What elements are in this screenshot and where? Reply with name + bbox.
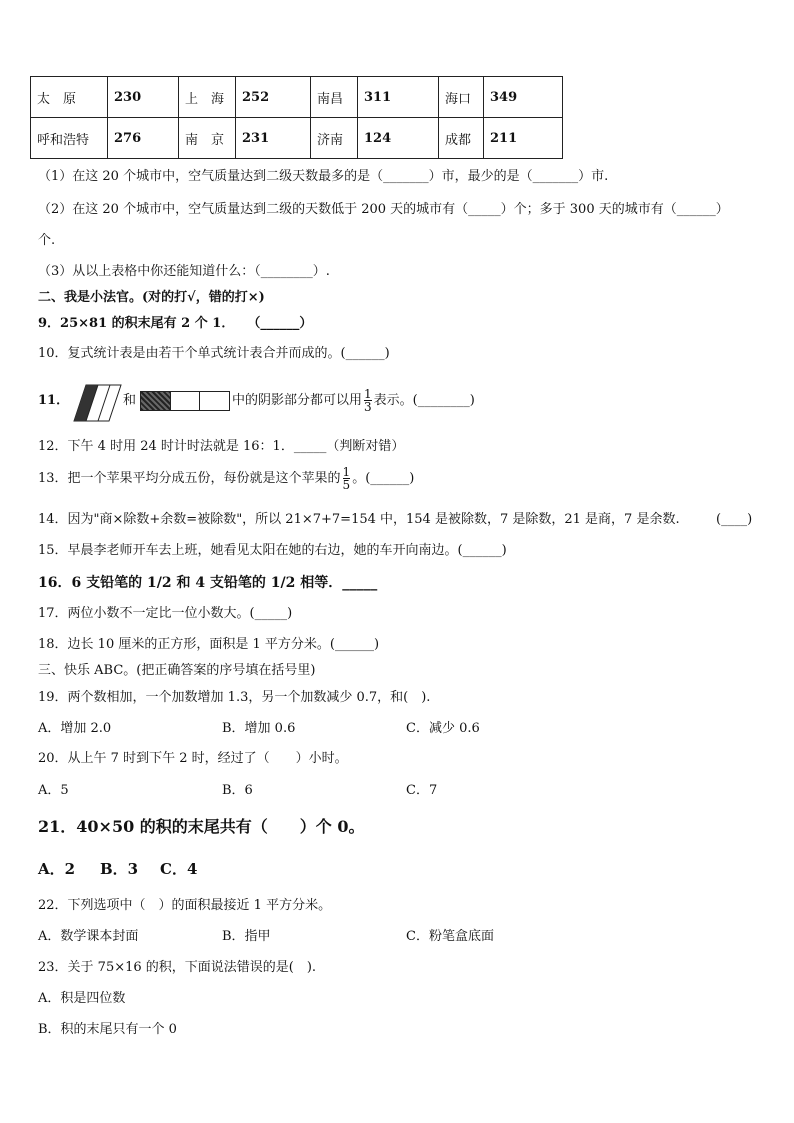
value-cell: 211 [484, 118, 563, 159]
problem-11-text [232, 388, 475, 413]
value-cell: 124 [358, 118, 439, 159]
problem-9: 9．25×81 的积末尾有 2 个 1． （______） [38, 316, 313, 331]
problem-20: 20．从上午 7 时到下午 2 时，经过了（ ）小时。 [38, 751, 348, 766]
air-quality-table [30, 76, 563, 159]
section-2-heading: 二、我是小法官。(对的打√，错的打×) [38, 290, 265, 305]
problem-22: 22．下列选项中（ ）的面积最接近 1 平方分米。 [38, 898, 332, 913]
problem-11-mid: 中的阴影部分都可以用 [232, 393, 363, 408]
question-3: （3）从以上表格中你还能知道什么：（________）. [38, 264, 330, 279]
blank-part [171, 392, 201, 410]
problem-10: 10．复式统计表是由若干个单式统计表合并而成的。(______) [38, 346, 390, 361]
city-cell: 南 京 [179, 118, 236, 159]
option-c: C．7 [406, 783, 438, 798]
problem-13-end: 。(______) [352, 471, 415, 486]
city-cell: 海口 [439, 77, 484, 118]
shaded-part [141, 392, 171, 410]
city-cell: 上 海 [179, 77, 236, 118]
problem-13-text: 13．把一个苹果平均分成五份，每份就是这个苹果的 [38, 471, 341, 486]
problem-13 [38, 466, 414, 491]
value-cell: 231 [236, 118, 311, 159]
problem-23: 23．关于 75×16 的积，下面说法错误的是( ). [38, 960, 317, 975]
option-a: A．数学课本封面 [38, 929, 139, 944]
option-c: C．减少 0.6 [406, 721, 480, 736]
problem-11-and: 和 [123, 393, 137, 408]
problem-12: 12．下午 4 时用 24 时计时法就是 16：1．_____（判断对错） [38, 439, 405, 454]
option-c: C．4 [160, 860, 198, 878]
city-cell: 南昌 [311, 77, 358, 118]
option-b: B．积的末尾只有一个 0 [38, 1022, 177, 1037]
value-cell: 252 [236, 77, 311, 118]
problem-11-end: 表示。(________) [373, 393, 475, 408]
problem-14: 14．因为"商×除数+余数=被除数"，所以 21×7+7=154 中，154 是被除数，7 是除数，21 是商，7 是余数. [38, 512, 680, 527]
option-a: A．5 [38, 783, 69, 798]
option-a: A．积是四位数 [38, 991, 126, 1006]
value-cell: 230 [108, 77, 179, 118]
question-2-continued: 个. [38, 233, 56, 248]
value-cell: 311 [358, 77, 439, 118]
question-1: （1）在这 20 个城市中，空气质量达到二级天数最多的是（_______）市，最少的是（_______）市. [38, 169, 609, 184]
question-2: （2）在这 20 个城市中，空气质量达到二级的天数低于 200 天的城市有（_____）个；多于 300 天的城市有（______） [38, 202, 729, 217]
option-a: A．增加 2.0 [38, 721, 112, 736]
rectangle-bar-figure [140, 391, 230, 411]
option-b: B．增加 0.6 [222, 721, 296, 736]
city-cell: 太 原 [31, 77, 108, 118]
problem-21: 21．40×50 的积的末尾共有（ ）个 0。 [38, 817, 365, 836]
city-cell: 济南 [311, 118, 358, 159]
city-cell: 成都 [439, 118, 484, 159]
problem-11-number: 11． [38, 393, 70, 408]
table-row [31, 118, 563, 159]
problem-14-blank: (____) [716, 512, 753, 527]
city-cell: 呼和浩特 [31, 118, 108, 159]
problem-19: 19．两个数相加，一个加数增加 1.3，另一个加数减少 0.7，和( ). [38, 690, 431, 705]
blank-part [200, 392, 229, 410]
table-row [31, 77, 563, 118]
section-3-heading: 三、快乐 ABC。(把正确答案的序号填在括号里) [38, 663, 316, 678]
parallelogram-figure [66, 384, 122, 422]
problem-16: 16．6 支铅笔的 1/2 和 4 支铅笔的 1/2 相等．_____ [38, 575, 378, 591]
problem-15: 15．早晨李老师开车去上班，她看见太阳在她的右边，她的车开向南边。(______) [38, 543, 507, 558]
option-b: B．6 [222, 783, 253, 798]
fraction-one-fifth: $\frac{1}{5}$ [342, 465, 351, 492]
value-cell: 349 [484, 77, 563, 118]
problem-17: 17．两位小数不一定比一位小数大。(_____) [38, 606, 293, 621]
problem-18: 18．边长 10 厘米的正方形，面积是 1 平方分米。(______) [38, 637, 380, 652]
value-cell: 276 [108, 118, 179, 159]
option-c: C．粉笔盒底面 [406, 929, 494, 944]
option-b: B．指甲 [222, 929, 271, 944]
fraction-one-third: $\frac{1}{3}$ [364, 387, 372, 414]
option-b: B．3 [100, 860, 139, 878]
option-a: A．2 [38, 860, 76, 878]
